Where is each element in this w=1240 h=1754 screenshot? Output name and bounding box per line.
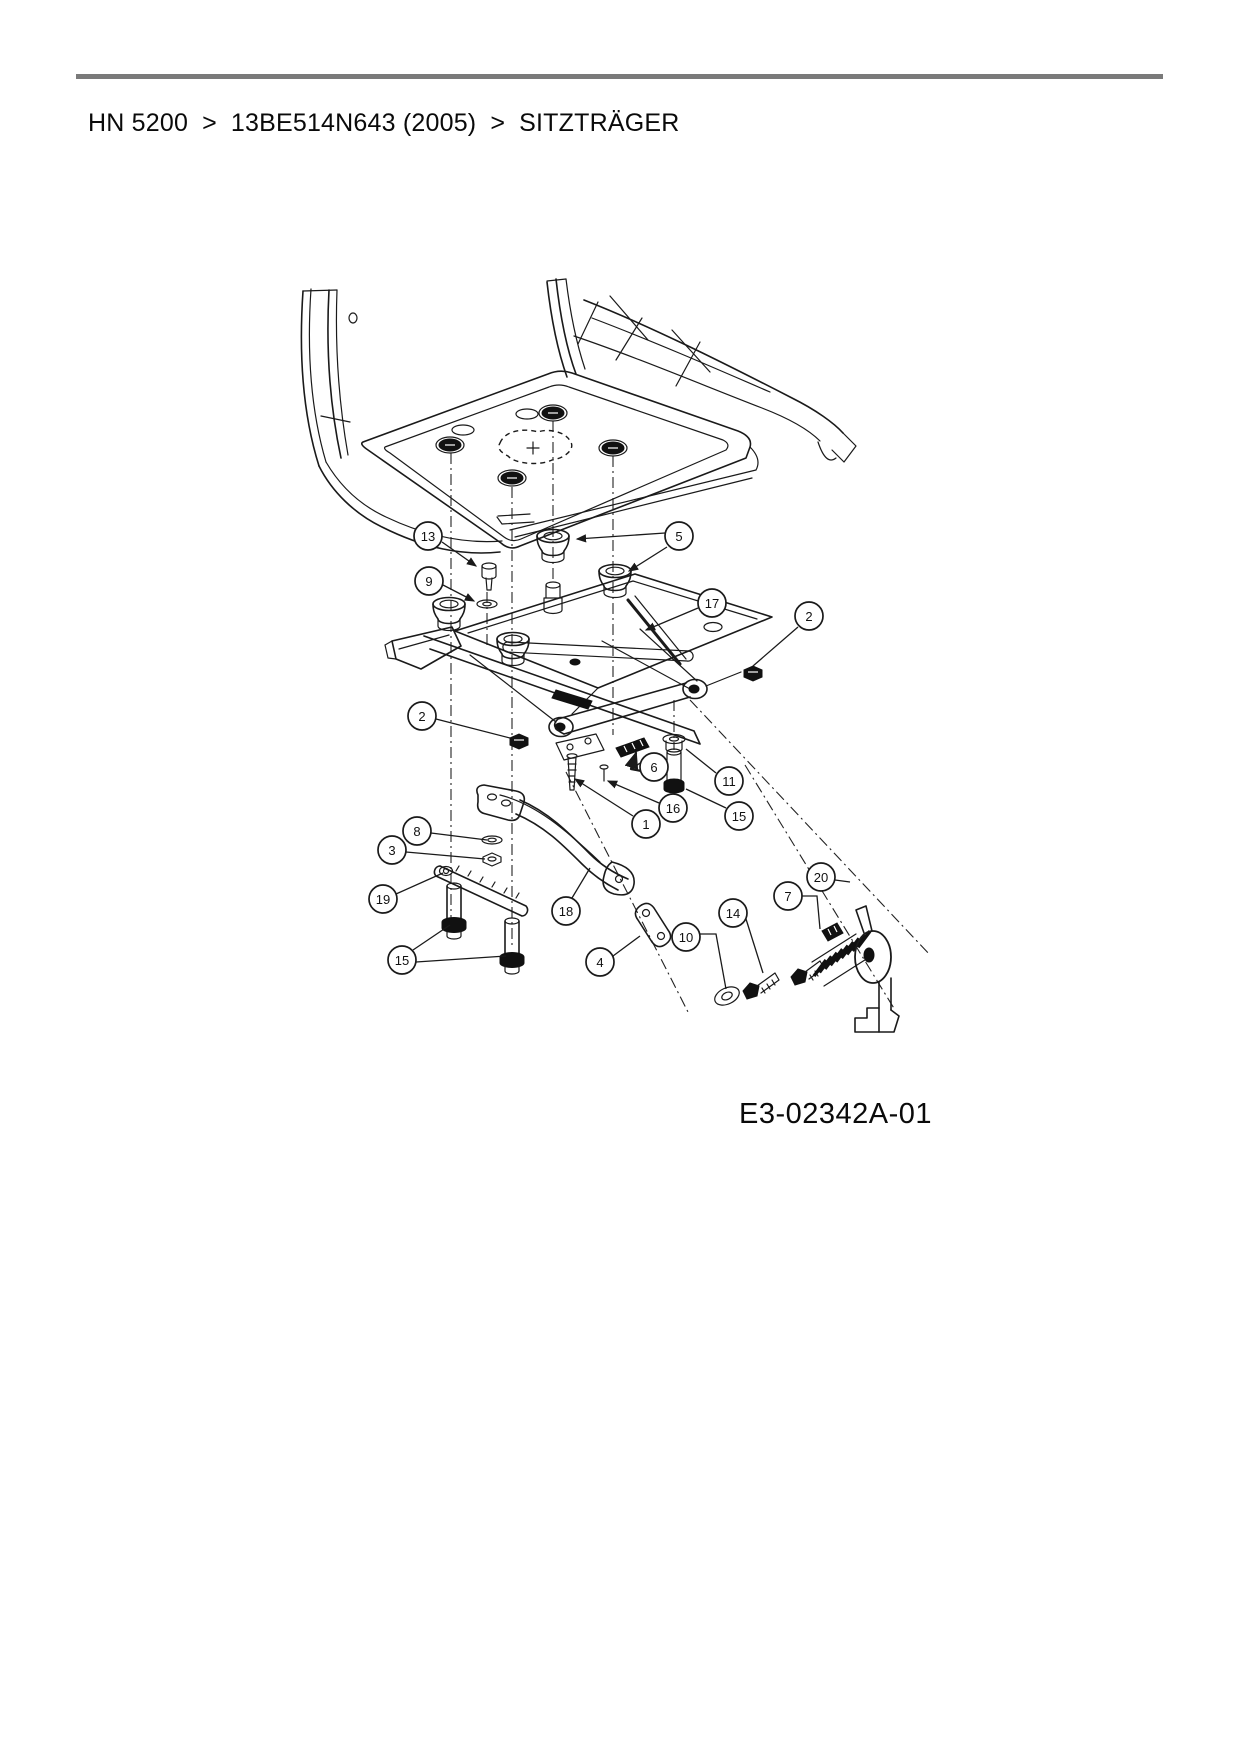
post-hole: [349, 313, 357, 323]
callout-2: [753, 602, 823, 666]
callout-19: [369, 873, 443, 913]
callout-number-9: 9: [425, 573, 433, 589]
callout-number-6: 6: [650, 759, 658, 775]
callout-13: [414, 522, 476, 566]
callout-number-14: 14: [725, 905, 741, 921]
callout-number-4: 4: [596, 954, 604, 970]
flange-nut-2-left: [510, 734, 528, 749]
clevis-link-4: [635, 903, 670, 946]
callout-9: [415, 567, 474, 601]
screw-1: [600, 765, 608, 781]
rubber-bushings: [433, 530, 631, 666]
callout-6: [632, 753, 668, 781]
callout-11: [686, 749, 743, 795]
shoulder-stud-15b: [500, 918, 524, 974]
callout-number-8: 8: [413, 823, 421, 839]
callout-3: [378, 836, 485, 864]
diagram-code: E3-02342A-01: [739, 1098, 933, 1130]
screw-7: [791, 961, 824, 985]
callout-number-19: 19: [375, 891, 391, 907]
seat-mount-bolts: [436, 405, 627, 486]
callout-number-15: 15: [394, 952, 410, 968]
callout-number-13: 13: [420, 528, 436, 544]
callout-number-7: 7: [784, 888, 792, 904]
roll-pin-6: [616, 738, 649, 757]
pan-slot: [516, 409, 538, 419]
callout-number-1: 1: [642, 816, 650, 832]
shoulder-screw-13: [482, 563, 496, 590]
bolt-16: [567, 754, 577, 790]
callout-8: [403, 817, 487, 845]
flange-nut-2-right: [744, 666, 762, 681]
washer-10: [712, 983, 742, 1008]
lever-bracket-20: [855, 906, 899, 1032]
callout-5: [577, 522, 693, 571]
breadcrumb-item-assembly[interactable]: SITZTRÄGER: [519, 109, 680, 137]
callout-number-15: 15: [731, 808, 747, 824]
breadcrumb-item-variant[interactable]: 13BE514N643 (2005): [230, 109, 477, 137]
callout-14: [719, 899, 763, 973]
breadcrumb-separator: >: [202, 109, 217, 137]
callout-number-2: 2: [418, 708, 426, 724]
plate-pivot-hub-right: [683, 680, 707, 699]
pan-slot: [452, 425, 474, 435]
bolt-14: [743, 973, 779, 999]
breadcrumb-separator: >: [490, 109, 506, 137]
link-plate-19: [434, 866, 527, 916]
callout-10: [672, 923, 726, 989]
plate-hole: [704, 623, 722, 632]
callout-number-5: 5: [675, 528, 683, 544]
callout-18: [552, 868, 590, 925]
pan-center-mark: [499, 430, 572, 463]
plate-pivot-hub-left: [549, 718, 573, 737]
callout-number-16: 16: [665, 800, 681, 816]
callout-number-10: 10: [678, 929, 694, 945]
callout-4: [586, 936, 640, 976]
callout-number-18: 18: [558, 903, 574, 919]
callout-2: [408, 702, 510, 738]
nut-3: [483, 853, 501, 866]
plate-dot: [570, 659, 580, 665]
callout-1: [575, 779, 660, 838]
breadcrumb-item-model[interactable]: HN 5200: [88, 109, 189, 137]
shoulder-stud-15a: [442, 883, 466, 939]
callout-number-17: 17: [704, 595, 720, 611]
seat-shell: [301, 279, 856, 553]
callout-20: [807, 863, 850, 891]
callout-number-3: 3: [388, 842, 396, 858]
callout-number-20: 20: [813, 869, 829, 885]
callout-number-2: 2: [805, 608, 813, 624]
callout-15: [686, 789, 753, 830]
callout-number-11: 11: [722, 773, 736, 789]
